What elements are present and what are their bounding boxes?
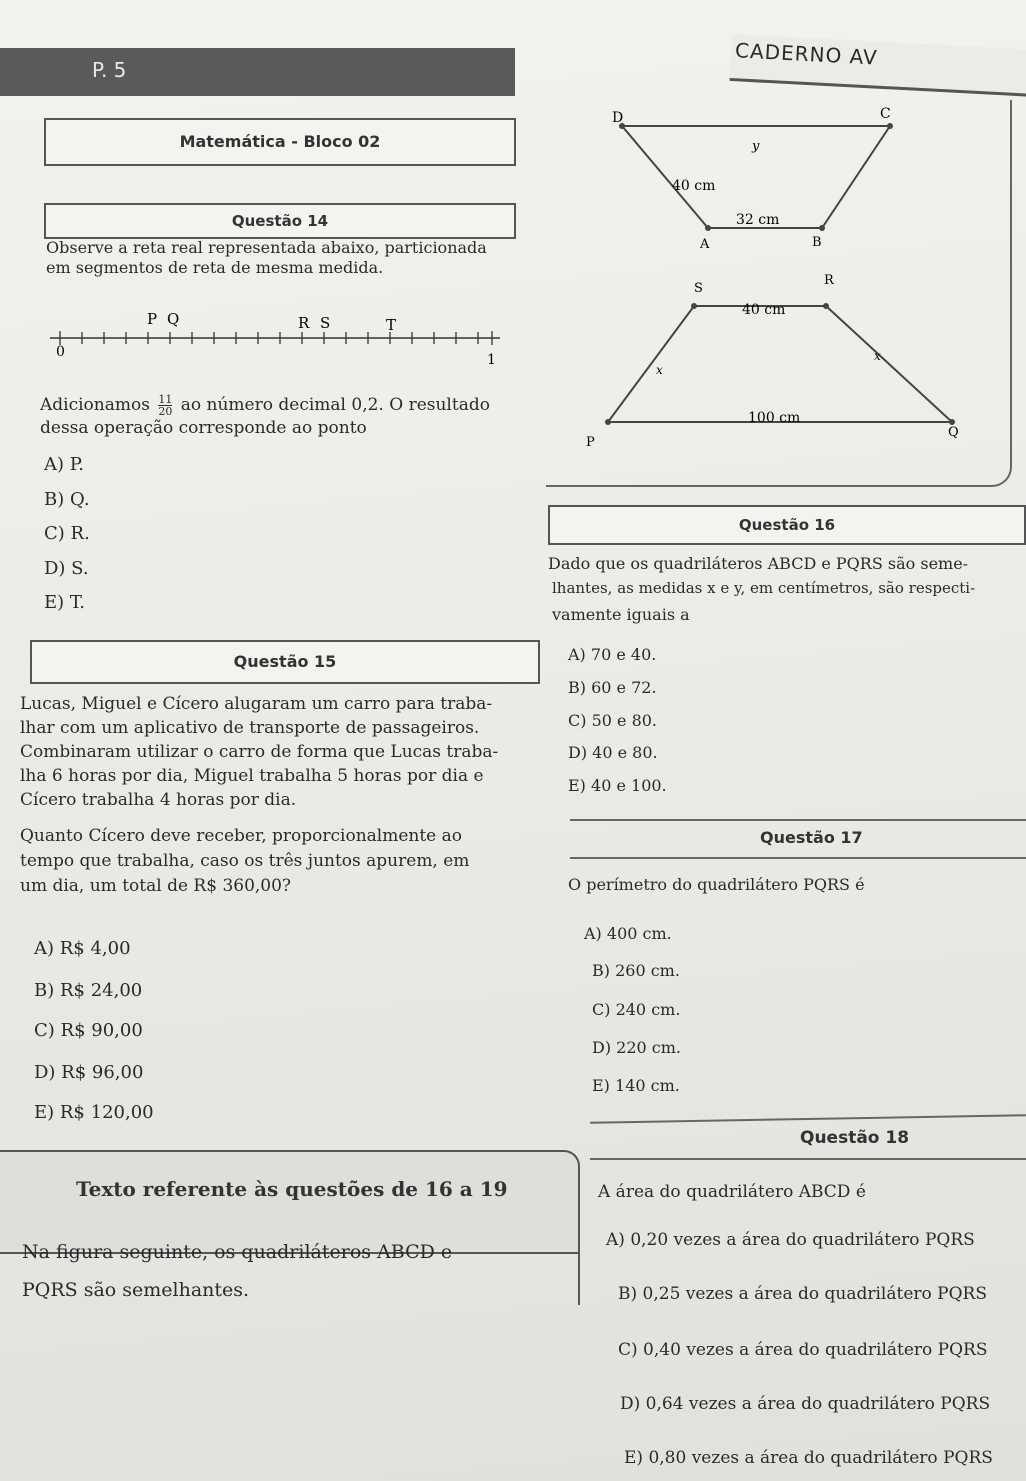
point-q-label: Q — [167, 310, 180, 328]
q15-title-text: Questão 15 — [233, 652, 337, 671]
bloco-title-text: Matemática - Bloco 02 — [179, 132, 381, 151]
number-line-zero: 0 — [56, 344, 65, 360]
q15-option-d[interactable]: D) R$ 96,00 — [34, 1062, 144, 1083]
reference-side-rule — [578, 1250, 580, 1305]
bloco-title — [44, 118, 516, 166]
label-32cm: 32 cm — [736, 212, 780, 228]
q16-title-text: Questão 16 — [738, 516, 836, 534]
vertex-d: D — [612, 110, 624, 126]
q14-stmt-post: ao número decimal 0,2. O resultado — [180, 395, 490, 415]
q18-option-d[interactable]: D) 0,64 vezes a área do quadrilátero PQRS — [620, 1394, 991, 1414]
q16-option-c[interactable]: C) 50 e 80. — [568, 711, 658, 730]
q17-rule-top — [570, 819, 1026, 821]
reference-line-1: Na figura seguinte, os quadriláteros ABCD e — [22, 1241, 453, 1263]
q17-option-b[interactable]: B) 260 cm. — [592, 961, 680, 980]
vertex-c: C — [880, 106, 891, 122]
q15-line-4: lha 6 horas por dia, Miguel trabalha 5 horas por dia e — [20, 766, 484, 786]
q15-line-2: lhar com um aplicativo de transporte de passageiros. — [20, 718, 480, 738]
q14-option-b[interactable]: B) Q. — [44, 489, 90, 510]
q16-option-e[interactable]: E) 40 e 100. — [568, 776, 667, 795]
page-label: P. 5 — [92, 58, 127, 82]
q14-intro-2: em segmentos de reta de mesma medida. — [46, 258, 384, 277]
number-line — [40, 300, 510, 380]
q17-option-e[interactable]: E) 140 cm. — [592, 1076, 680, 1095]
vertex-p: P — [586, 435, 595, 450]
q14-title-text: Questão 14 — [231, 212, 329, 230]
q14-option-a[interactable]: A) P. — [44, 454, 84, 475]
q15-question-1: Quanto Cícero deve receber, proporcionalmente ao — [20, 826, 463, 846]
q14-statement-2: dessa operação corresponde ao ponto — [40, 418, 367, 438]
q16-title — [548, 505, 1026, 545]
quadrilaterals-figure — [560, 100, 1020, 460]
q15-option-c[interactable]: C) R$ 90,00 — [34, 1020, 143, 1041]
q18-title: Questão 18 — [800, 1128, 910, 1148]
q18-option-e[interactable]: E) 0,80 vezes a área do quadrilátero PQRS — [624, 1448, 993, 1468]
q16-line-3: vamente iguais a — [552, 605, 690, 624]
q18-stem: A área do quadrilátero ABCD é — [598, 1182, 866, 1202]
fraction-denominator: 20 — [158, 405, 173, 418]
q18-option-c[interactable]: C) 0,40 vezes a área do quadrilátero PQRS — [618, 1340, 988, 1360]
q14-option-d[interactable]: D) S. — [44, 558, 89, 579]
q15-line-5: Cícero trabalha 4 horas por dia. — [20, 790, 297, 810]
q15-option-b[interactable]: B) R$ 24,00 — [34, 980, 143, 1001]
q17-option-d[interactable]: D) 220 cm. — [592, 1038, 681, 1057]
q15-question-3: um dia, um total de R$ 360,00? — [20, 876, 292, 896]
q15-line-3: Combinaram utilizar o carro de forma que Lucas traba- — [20, 742, 499, 762]
q15-line-1: Lucas, Miguel e Cícero alugaram um carro para traba- — [20, 694, 493, 714]
q15-question-2: tempo que trabalha, caso os três juntos apurem, em — [20, 851, 470, 871]
point-s-label: S — [320, 314, 331, 332]
label-100cm: 100 cm — [748, 410, 801, 426]
label-40cm-abcd: 40 cm — [672, 178, 716, 194]
q18-rule-bottom — [590, 1158, 1026, 1160]
q17-option-a[interactable]: A) 400 cm. — [584, 924, 672, 943]
q14-option-c[interactable]: C) R. — [44, 523, 90, 544]
vertex-q: Q — [948, 425, 959, 440]
reference-title-box — [0, 1150, 580, 1254]
reference-line-2: PQRS são semelhantes. — [22, 1279, 250, 1301]
label-x-right: x — [874, 349, 881, 363]
q14-intro-1: Observe a reta real representada abaixo, particionada — [46, 238, 487, 257]
vertex-s: S — [694, 281, 703, 296]
q18-rule-top — [590, 1114, 1026, 1124]
q17-stem: O perímetro do quadrilátero PQRS é — [568, 875, 865, 894]
q17-rule-bottom — [570, 857, 1026, 859]
vertex-r: R — [824, 273, 834, 288]
point-t-label: T — [386, 316, 397, 334]
q15-option-e[interactable]: E) R$ 120,00 — [34, 1102, 154, 1123]
vertex-a: A — [700, 237, 710, 252]
q15-option-a[interactable]: A) R$ 4,00 — [34, 938, 131, 959]
header-bar — [0, 48, 515, 96]
caderno-label: CADERNO AV — [730, 34, 1026, 97]
number-line-one: 1 — [487, 352, 496, 368]
fraction — [158, 394, 172, 417]
q16-option-b[interactable]: B) 60 e 72. — [568, 678, 657, 697]
label-y: y — [752, 139, 760, 154]
q16-option-d[interactable]: D) 40 e 80. — [568, 743, 658, 762]
q16-option-a[interactable]: A) 70 e 40. — [568, 645, 657, 664]
q17-option-c[interactable]: C) 240 cm. — [592, 1000, 681, 1019]
vertex-b: B — [812, 235, 822, 250]
q14-stmt-pre: Adicionamos — [40, 395, 150, 415]
q16-line-1: Dado que os quadriláteros ABCD e PQRS são seme- — [548, 554, 969, 573]
point-p-label: P — [147, 310, 158, 328]
q18-option-b[interactable]: B) 0,25 vezes a área do quadrilátero PQRS — [618, 1284, 987, 1304]
q14-title — [44, 203, 516, 239]
reference-title: Texto referente às questões de 16 a 19 — [76, 1177, 508, 1201]
q14-statement — [40, 394, 490, 417]
fraction-numerator: 11 — [158, 393, 173, 406]
q15-title — [30, 640, 540, 684]
label-40cm-pqrs: 40 cm — [742, 302, 786, 318]
q14-option-e[interactable]: E) T. — [44, 592, 85, 613]
point-r-label: R — [298, 314, 310, 332]
q16-line-2: lhantes, as medidas x e y, em centímetros, são respecti- — [552, 579, 976, 597]
label-x-left: x — [656, 363, 663, 377]
q18-option-a[interactable]: A) 0,20 vezes a área do quadrilátero PQRS — [606, 1230, 975, 1250]
q17-title: Questão 17 — [760, 828, 863, 847]
